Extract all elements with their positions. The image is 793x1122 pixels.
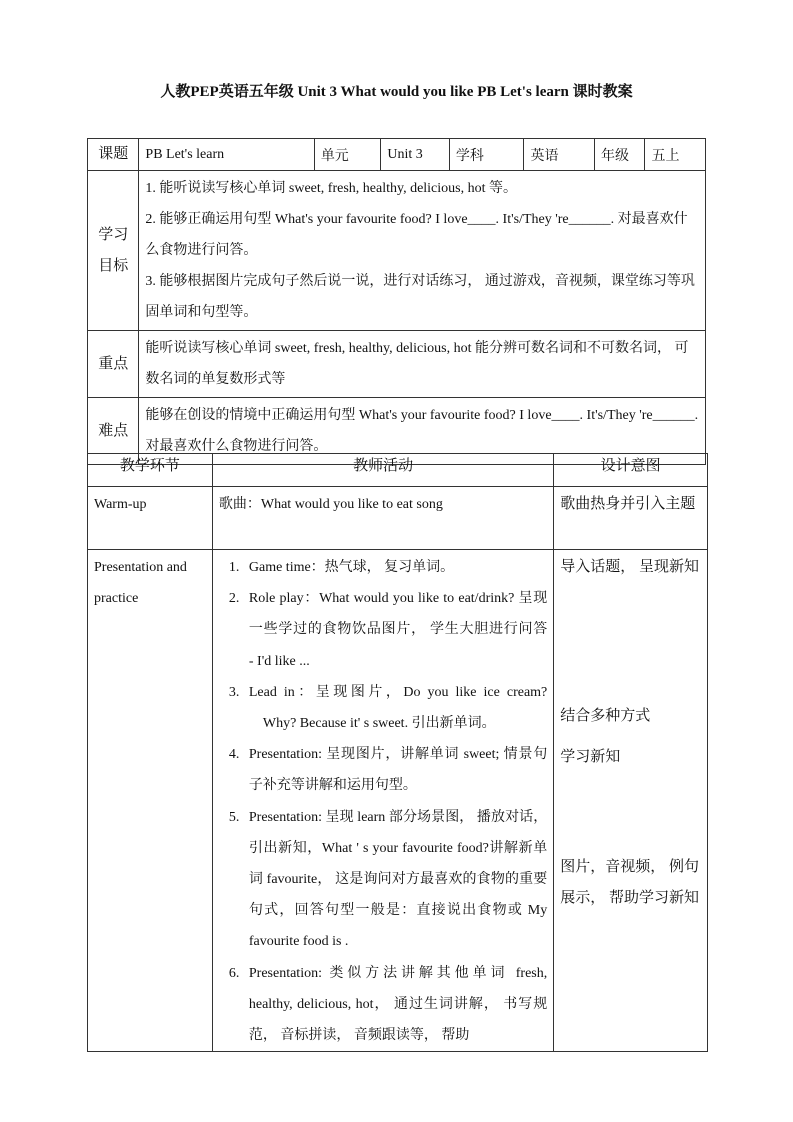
subject-value: 英语 [524,139,595,171]
subject-label: 学科 [449,139,524,171]
design-note: 结合多种方式 [560,708,651,725]
activity-list [219,552,565,1051]
goal-item: 1. 能听说读写核心单词 sweet, fresh, healthy, delicious, hot 等。 [145,181,518,196]
design-note: 学习新知 [560,749,621,766]
key-label: 重点 [88,331,139,398]
info-row-key [88,331,706,398]
goal-item: 3. 能够根据图片完成句子然后说一说，进行对话练习， 通过游戏，音视频，课堂练习等巩固单词和句型等。 [145,274,695,320]
activity-item: 2. Role play：What would you like to eat/drink? 呈现一些学过的食物饮品图片， 学生大胆进行问答 - I'd like ... [243,583,547,677]
activity-item: 6. Presentation: 类似方法讲解其他单词 fresh, healthy, delicious, hot， 通过生词讲解， 书写规范， 音标拼读， 音频跟读等， 帮助 [243,958,547,1052]
unit-label: 单元 [314,139,381,171]
header-activity: 教师活动 [212,454,553,487]
warmup-stage: Warm-up [88,487,213,550]
course-label: 课题 [88,139,139,171]
difficult-label: 难点 [88,398,139,465]
warmup-activity: 歌曲：What would you like to eat song [212,487,553,550]
warmup-row [88,487,708,550]
unit-value: Unit 3 [381,139,450,171]
info-row-goals [88,171,706,331]
difficult-text: 能够在创设的情境中正确运用句型 What's your favourite food? I love____. It's/They 're______. 对最喜欢什么食物进行问答。 [139,398,706,465]
header-design: 设计意图 [554,454,708,487]
goals-label: 学习目标 [88,171,139,331]
presentation-activities [212,550,565,1052]
activity-item: 3. Lead in：呈现图片，Do you like ice cream? Why? Because it' s sweet. 引出新单词。 [243,677,547,739]
activity-item: 1. Game time：热气球， 复习单词。 [243,552,547,583]
activity-item: 4. Presentation: 呈现图片，讲解单词 sweet; 情景句子补充等讲解和运用句型。 [243,739,547,801]
lesson-info-table [87,138,706,465]
grade-value: 五上 [645,139,706,171]
key-text: 能听说读写核心单词 sweet, fresh, healthy, delicious, hot 能分辨可数名词和不可数名词， 可数名词的单复数形式等 [139,331,706,398]
process-header-row [88,454,708,487]
activity-item: 5. Presentation: 呈现 learn 部分场景图， 播放对话， 引出新知，What ' s your favourite food?讲解新单词 favourite， 这是询问对方最喜欢的食物的重要句式，回答句型一般是：直接说出食物或 My favourite food is . [243,802,547,958]
grade-label: 年级 [595,139,645,171]
warmup-design: 歌曲热身并引入主题 [554,487,708,550]
goals-cell [139,171,706,331]
presentation-stage: Presentation and practice [88,550,213,1052]
info-row-basic [88,139,706,171]
design-note: 导入话题， 呈现新知 [560,559,700,575]
presentation-design [554,550,708,1052]
header-stage: 教学环节 [88,454,213,487]
goal-item: 2. 能够正确运用句型 What's your favourite food? I love____. It's/They 're______. 对最喜欢什么食物进行问答。 [145,212,688,258]
teaching-process-table [87,453,708,1052]
course-value: PB Let's learn [139,139,314,171]
presentation-row [88,550,708,1052]
page-title: 人教PEP英语五年级 Unit 3 What would you like PB Let's learn 课时教案 [160,84,633,100]
design-note: 图片，音视频， 例句展示， 帮助学习新知 [560,858,700,906]
